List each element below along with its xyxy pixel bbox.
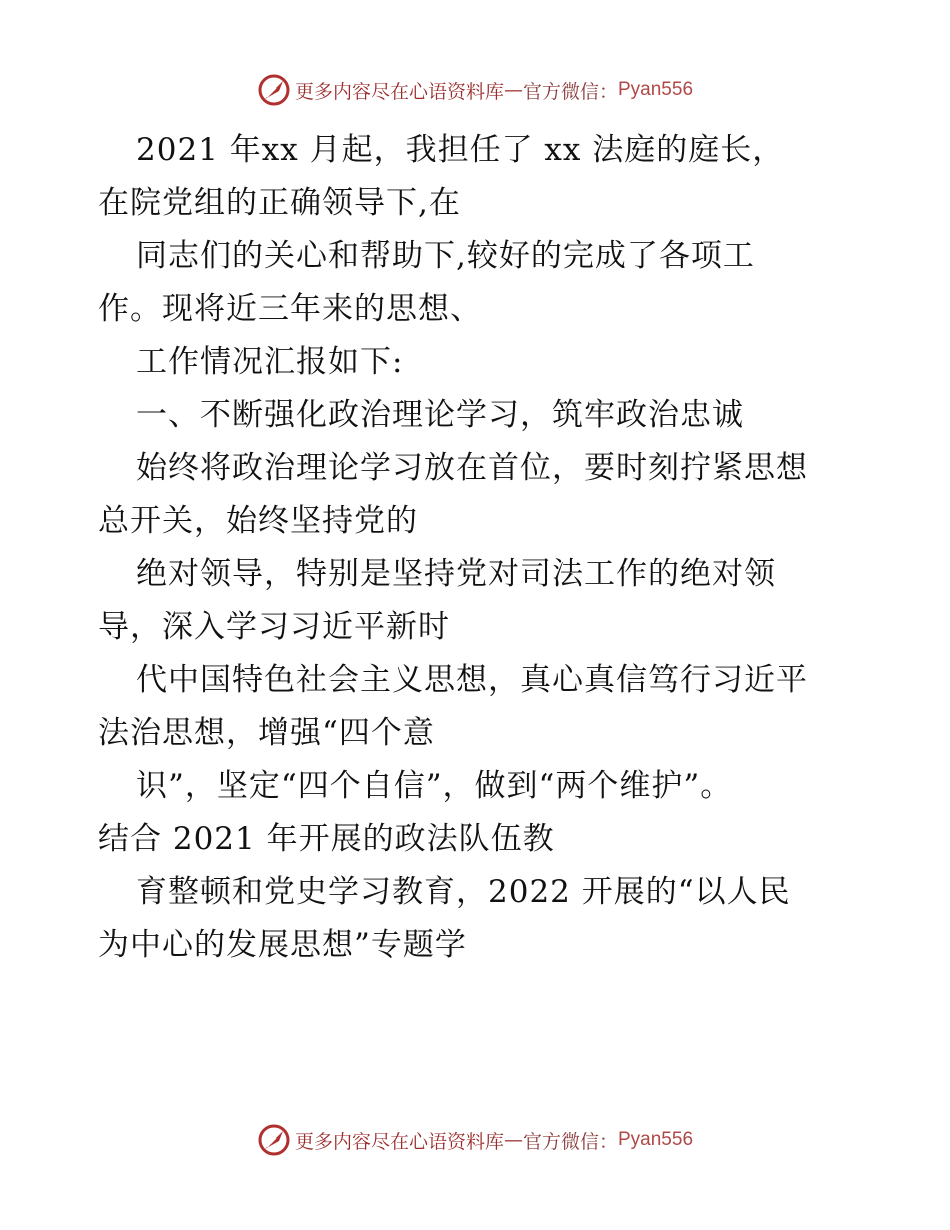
body-line: 育整顿和党史学习教育，2022 开展的“以人民 bbox=[136, 874, 791, 910]
header-wechat-label: 官方微信： bbox=[522, 80, 618, 103]
body-line: 始终将政治理论学习放在首位，要时刻拧紧思想 bbox=[136, 450, 808, 486]
body-line: 在院党组的正确领导下,在 bbox=[98, 185, 461, 221]
header-text: 更多内容尽在心语资料库 bbox=[294, 80, 504, 103]
body-line: 识”，坚定“四个自信”，做到“两个维护”。 bbox=[136, 768, 733, 804]
footer-banner bbox=[0, 1120, 950, 1160]
footer-separator: — bbox=[503, 1129, 523, 1151]
body-line: 作。现将近三年来的思想、 bbox=[98, 291, 482, 327]
body-line: 法治思想，增强“四个意 bbox=[98, 715, 435, 751]
footer-text: 更多内容尽在心语资料库 bbox=[294, 1130, 504, 1153]
footer-wechat-label: 官方微信： bbox=[522, 1130, 618, 1153]
body-line: 同志们的关心和帮助下,较好的完成了各项工 bbox=[136, 238, 755, 274]
body-line: 为中心的发展思想”专题学 bbox=[98, 927, 467, 963]
section-heading: 一、不断强化政治理论学习，筑牢政治忠诚 bbox=[136, 397, 744, 433]
document-body bbox=[98, 124, 858, 972]
body-line: 绝对领导，特别是坚持党对司法工作的绝对领 bbox=[136, 556, 776, 592]
body-line: 总开关，始终坚持党的 bbox=[98, 503, 418, 539]
header-wechat-id: Pyan556 bbox=[618, 79, 694, 100]
quill-logo-icon bbox=[257, 1123, 291, 1157]
quill-logo-icon bbox=[257, 73, 291, 107]
header-banner bbox=[0, 70, 950, 110]
body-line: 结合 2021 年开展的政法队伍教 bbox=[98, 821, 555, 857]
body-line: 代中国特色社会主义思想，真心真信笃行习近平 bbox=[136, 662, 808, 698]
footer-wechat-id: Pyan556 bbox=[618, 1129, 694, 1150]
body-line: 导，深入学习习近平新时 bbox=[98, 609, 450, 645]
body-line: 工作情况汇报如下: bbox=[136, 344, 404, 380]
header-separator: — bbox=[503, 79, 523, 101]
body-line: 2021 年xx 月起，我担任了 xx 法庭的庭长， bbox=[136, 132, 785, 168]
